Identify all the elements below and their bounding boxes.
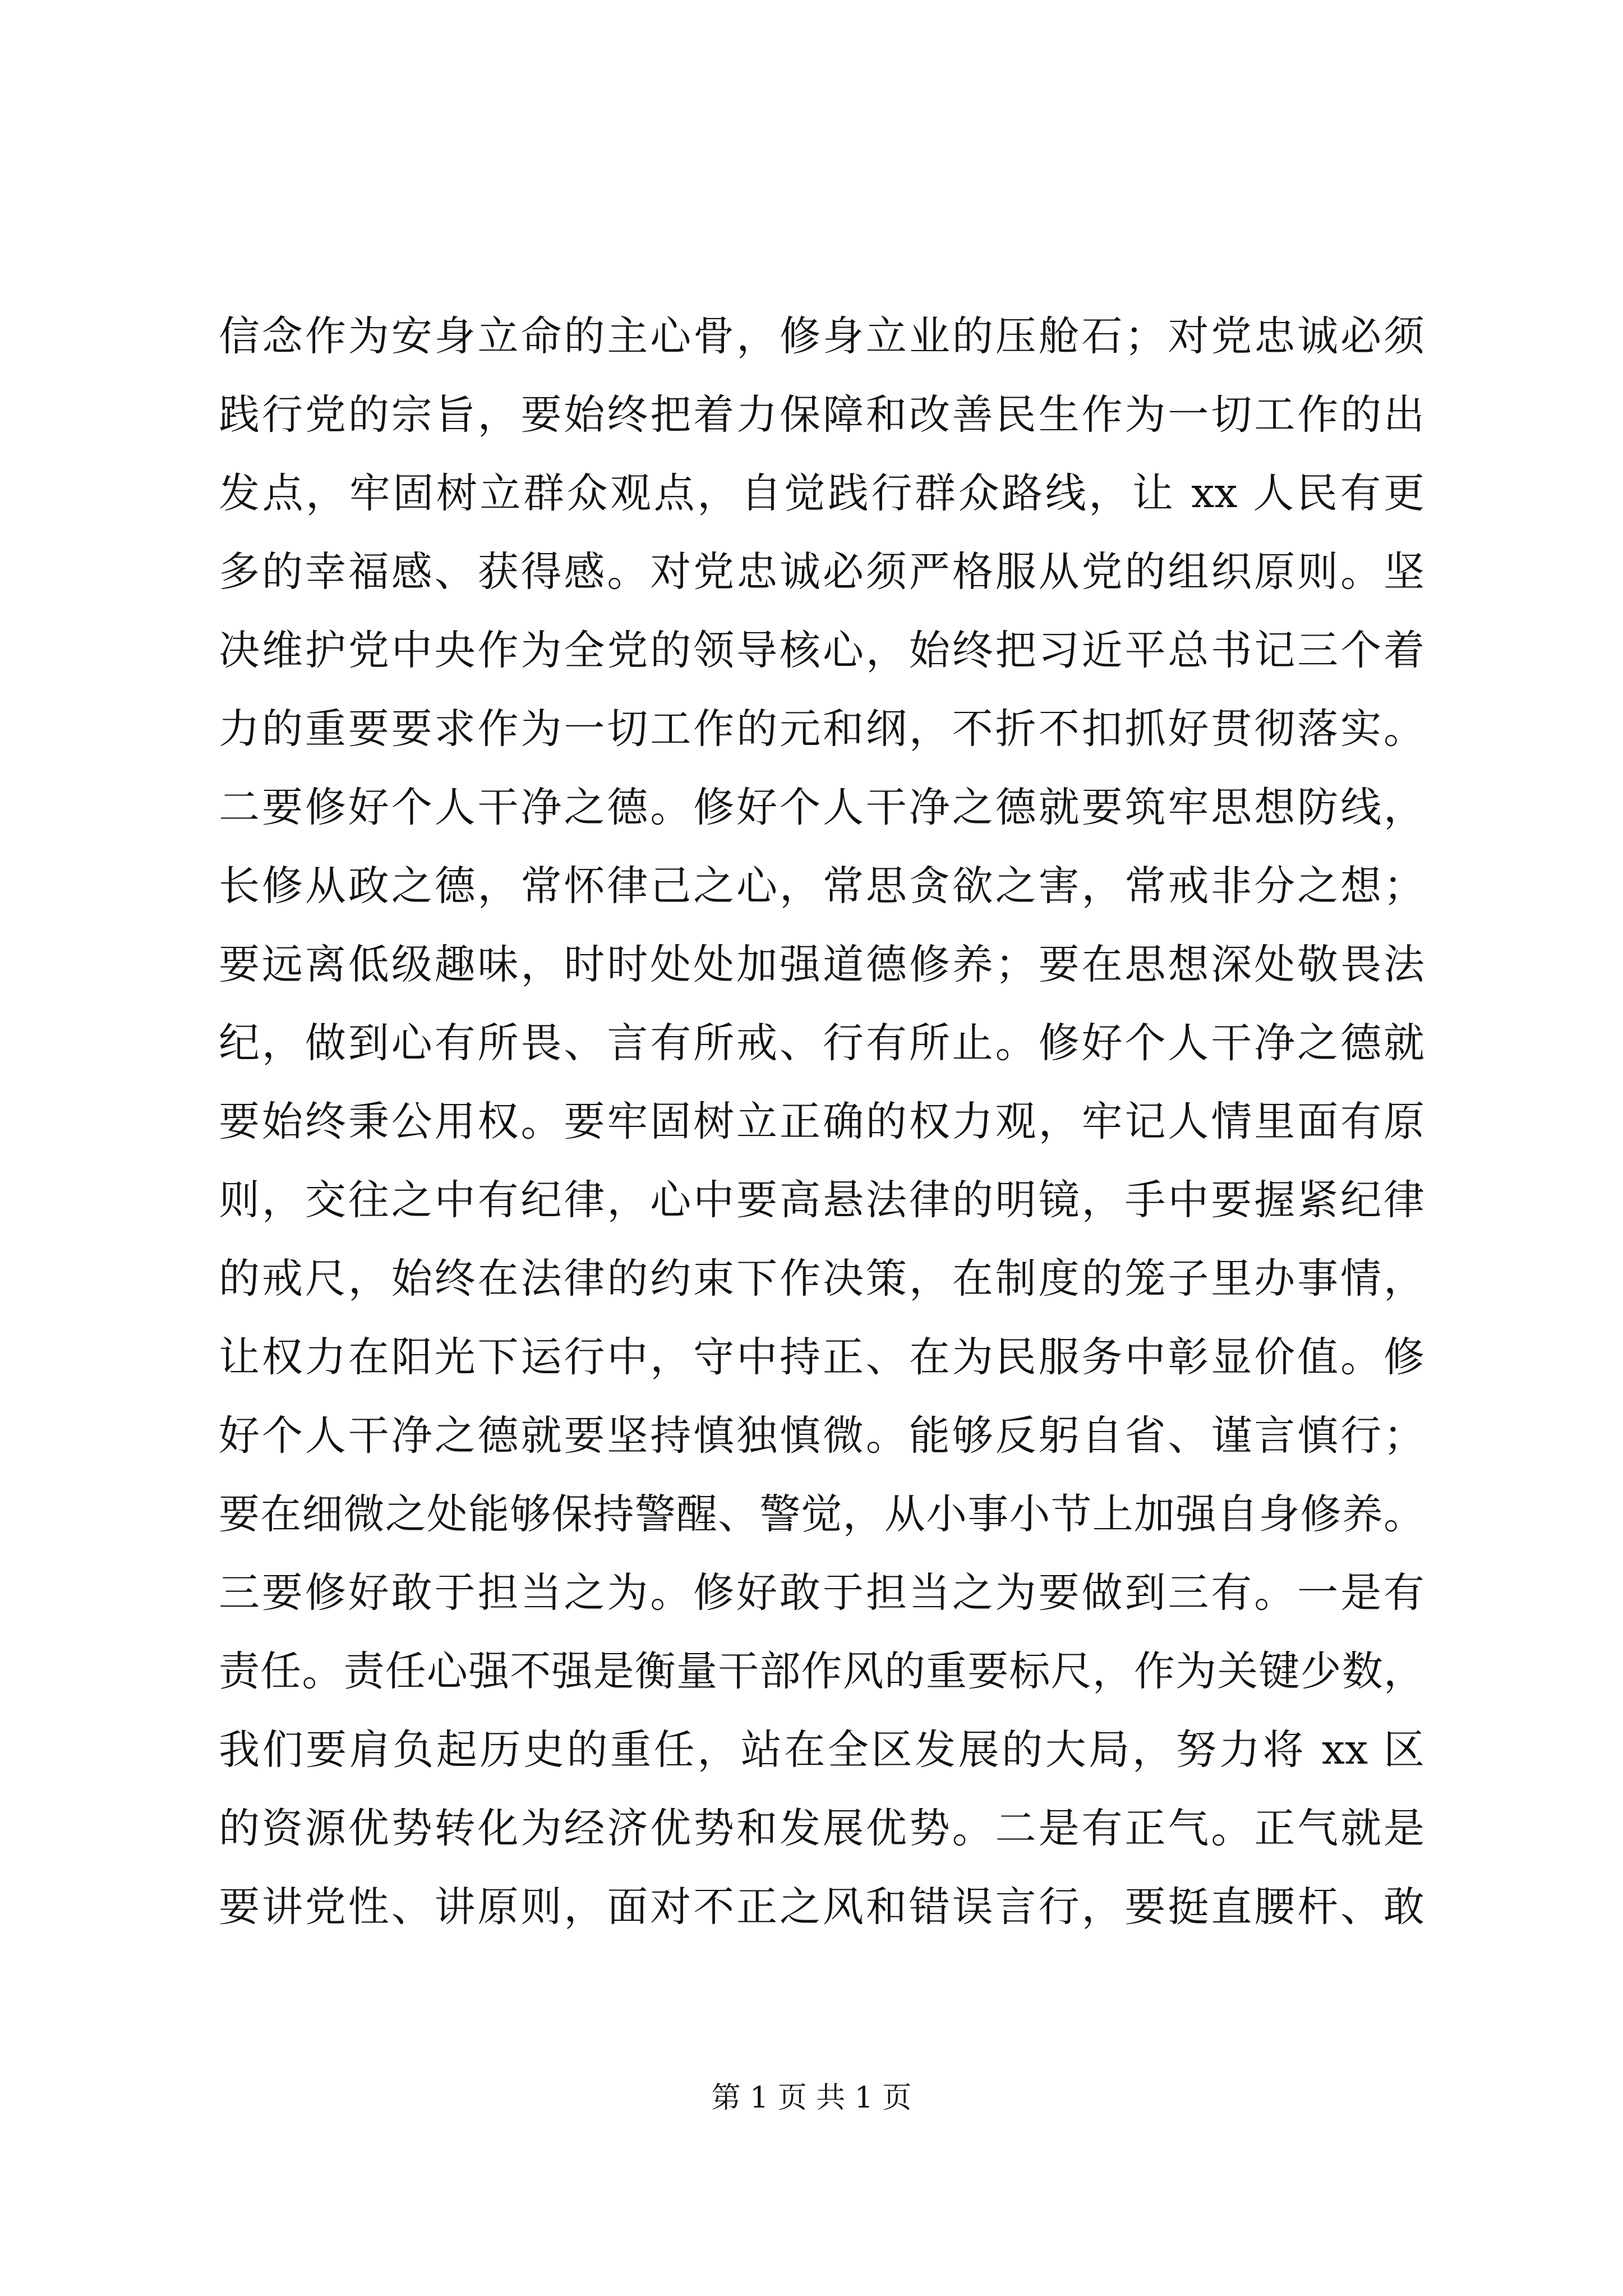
text-line: 的资源优势转化为经济优势和发展优势。二是有正气。正气就是 xyxy=(219,1805,1424,1852)
page-number-label: 第 1 页 共 1 页 xyxy=(711,2081,912,2115)
text-line: 的戒尺，始终在法律的约束下作决策，在制度的笼子里办事情， xyxy=(219,1255,1424,1303)
text-line: 纪，做到心有所畏、言有所戒、行有所止。修好个人干净之德就 xyxy=(219,1019,1424,1067)
text-line: 三要修好敢于担当之为。修好敢于担当之为要做到三有。一是有 xyxy=(219,1569,1424,1617)
text-line: 多的幸福感、获得感。对党忠诚必须严格服从党的组织原则。坚 xyxy=(219,548,1424,596)
text-line: 信念作为安身立命的主心骨，修身立业的压舱石；对党忠诚必须 xyxy=(219,312,1424,360)
text-line: 践行党的宗旨，要始终把着力保障和改善民生作为一切工作的出 xyxy=(219,391,1424,439)
text-line: 要讲党性、讲原则，面对不正之风和错误言行，要挺直腰杆、敢 xyxy=(219,1883,1424,1931)
text-line: 好个人干净之德就要坚持慎独慎微。能够反躬自省、谨言慎行； xyxy=(219,1412,1424,1460)
text-line: 要在细微之处能够保持警醒、警觉，从小事小节上加强自身修养。 xyxy=(219,1490,1424,1538)
text-line: 要始终秉公用权。要牢固树立正确的权力观，牢记人情里面有原 xyxy=(219,1098,1424,1145)
page-footer xyxy=(0,2076,1623,2120)
body-text xyxy=(219,297,1424,1947)
text-line: 决维护党中央作为全党的领导核心，始终把习近平总书记三个着 xyxy=(219,627,1424,674)
text-line: 发点，牢固树立群众观点，自觉践行群众路线，让 xx 人民有更 xyxy=(219,470,1424,517)
text-line: 则，交往之中有纪律，心中要高悬法律的明镜，手中要握紧纪律 xyxy=(219,1176,1424,1224)
text-line: 要远离低级趣味，时时处处加强道德修养；要在思想深处敬畏法 xyxy=(219,941,1424,988)
text-line: 长修从政之德，常怀律己之心，常思贪欲之害，常戒非分之想； xyxy=(219,862,1424,910)
text-line: 让权力在阳光下运行中，守中持正、在为民服务中彰显价值。修 xyxy=(219,1333,1424,1381)
text-line: 责任。责任心强不强是衡量干部作风的重要标尺，作为关键少数， xyxy=(219,1648,1424,1695)
text-line: 我们要肩负起历史的重任，站在全区发展的大局，努力将 xx 区 xyxy=(219,1726,1424,1774)
text-line: 力的重要要求作为一切工作的元和纲，不折不扣抓好贯彻落实。 xyxy=(219,705,1424,753)
text-line: 二要修好个人干净之德。修好个人干净之德就要筑牢思想防线， xyxy=(219,784,1424,831)
